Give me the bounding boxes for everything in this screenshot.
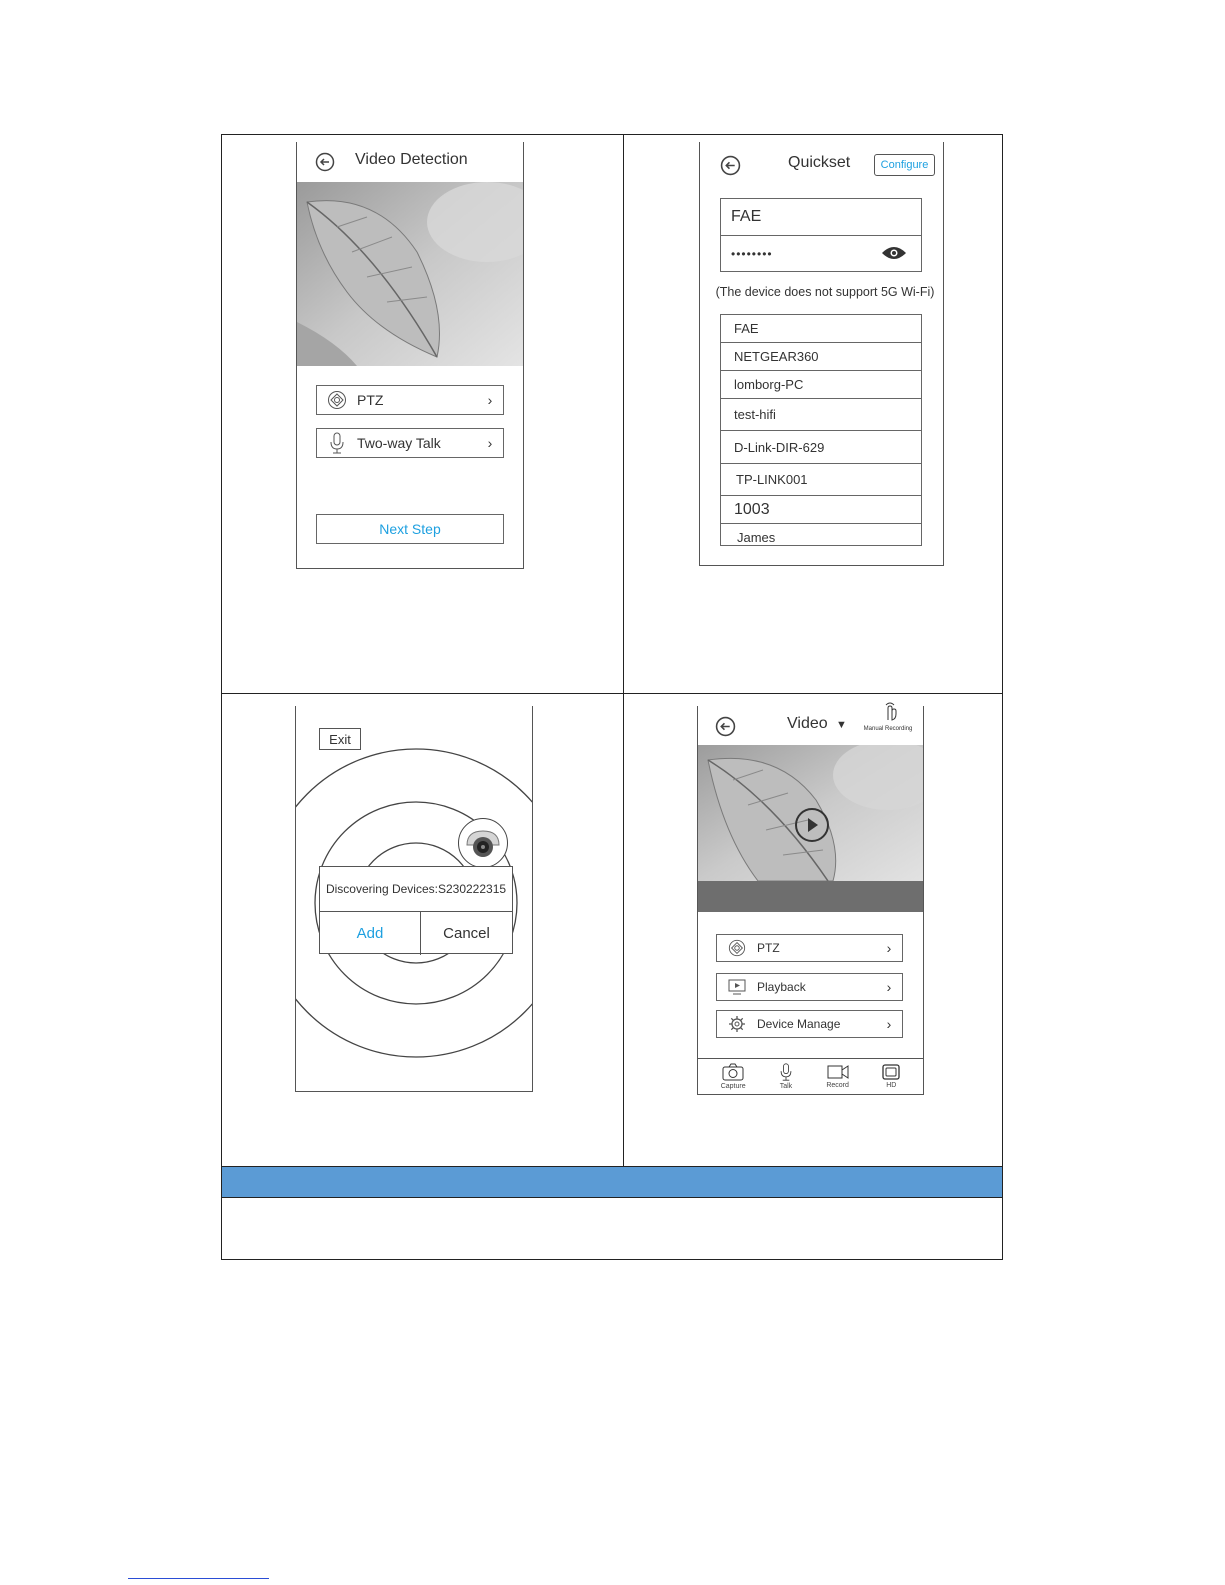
talk-label: Talk <box>779 1083 793 1090</box>
footer-link-underline <box>128 1578 269 1579</box>
video-status-bar <box>698 881 923 912</box>
wifi-item[interactable]: James <box>737 530 776 545</box>
cancel-button[interactable]: Cancel <box>443 925 490 942</box>
gear-icon <box>717 1015 757 1033</box>
capture-label: Capture <box>720 1083 746 1090</box>
playback-button[interactable] <box>716 973 903 1001</box>
wifi-item[interactable]: TP-LINK001 <box>721 464 921 496</box>
ssid-field[interactable]: FAE <box>721 199 921 236</box>
talk-tab[interactable] <box>779 1063 793 1090</box>
ptz-label: PTZ <box>357 392 384 408</box>
play-icon[interactable] <box>795 808 829 842</box>
capture-tab[interactable] <box>721 1063 746 1090</box>
wifi-item[interactable]: test-hifi <box>721 399 921 431</box>
table-row-divider <box>221 693 1003 694</box>
video-preview <box>297 182 523 366</box>
device-manage-label: Device Manage <box>757 1017 841 1031</box>
record-tab[interactable] <box>826 1064 849 1089</box>
ptz-label: PTZ <box>757 941 780 955</box>
page-title: Video <box>787 715 828 732</box>
ptz-icon <box>317 390 357 410</box>
hd-tab[interactable] <box>882 1064 900 1089</box>
wifi-item[interactable]: NETGEAR360 <box>721 343 921 371</box>
two-way-talk-label: Two-way Talk <box>357 435 441 451</box>
next-step-label: Next Step <box>379 521 441 537</box>
playback-label: Playback <box>757 980 806 994</box>
phone-video <box>697 706 924 1095</box>
camera-icon <box>722 1063 744 1083</box>
chevron-right-icon: › <box>487 435 493 451</box>
chevron-right-icon: › <box>487 392 493 408</box>
page-title: Video Detection <box>355 151 468 168</box>
hand-pointer-icon[interactable] <box>882 702 902 722</box>
microphone-icon <box>317 432 357 454</box>
wifi-item[interactable]: FAE <box>721 315 921 343</box>
exit-button[interactable]: Exit <box>319 728 361 750</box>
discovering-text: Discovering Devices:S230222315 <box>320 867 512 912</box>
phone-discovering <box>295 706 533 1092</box>
hd-icon <box>882 1064 900 1082</box>
password-value: •••••••• <box>731 247 773 261</box>
table-band <box>222 1166 1002 1198</box>
record-label: Record <box>826 1082 849 1089</box>
discover-dialog <box>319 866 513 954</box>
add-button[interactable]: Add <box>320 912 421 955</box>
phone-video-detection <box>296 142 524 569</box>
password-field[interactable] <box>721 236 921 272</box>
eye-icon[interactable] <box>881 245 907 264</box>
wifi-item[interactable]: 1003 <box>721 496 921 524</box>
ptz-icon <box>717 939 757 957</box>
wifi-credentials <box>720 198 922 272</box>
ptz-button[interactable] <box>716 934 903 962</box>
back-icon[interactable] <box>715 716 736 737</box>
table-column-divider <box>623 134 624 1166</box>
video-camera-icon <box>827 1064 849 1082</box>
two-way-talk-button[interactable] <box>316 428 504 458</box>
ptz-button[interactable] <box>316 385 504 415</box>
camera-device-icon <box>458 818 508 868</box>
configure-button[interactable]: Configure <box>874 154 935 176</box>
microphone-icon <box>779 1063 793 1083</box>
manual-recording-label: Manual Recording <box>863 726 913 732</box>
back-icon[interactable] <box>315 152 335 172</box>
phone-quickset <box>699 142 944 566</box>
page-title: Quickset <box>788 154 851 171</box>
dropdown-arrow-icon[interactable]: ▼ <box>836 719 847 731</box>
back-icon[interactable] <box>720 155 741 176</box>
bottom-toolbar <box>698 1058 923 1094</box>
wifi-item[interactable]: lomborg-PC <box>721 371 921 399</box>
next-step-button[interactable] <box>316 514 504 544</box>
wifi-network-list[interactable] <box>720 314 922 546</box>
device-manage-button[interactable] <box>716 1010 903 1038</box>
5g-notice: (The device does not support 5G Wi-Fi) <box>715 285 935 299</box>
playback-icon <box>717 979 757 995</box>
hd-label: HD <box>886 1082 897 1089</box>
wifi-item[interactable]: D-Link-DIR-629 <box>721 431 921 464</box>
chevron-right-icon: › <box>886 1016 892 1032</box>
chevron-right-icon: › <box>886 979 892 995</box>
chevron-right-icon: › <box>886 940 892 956</box>
